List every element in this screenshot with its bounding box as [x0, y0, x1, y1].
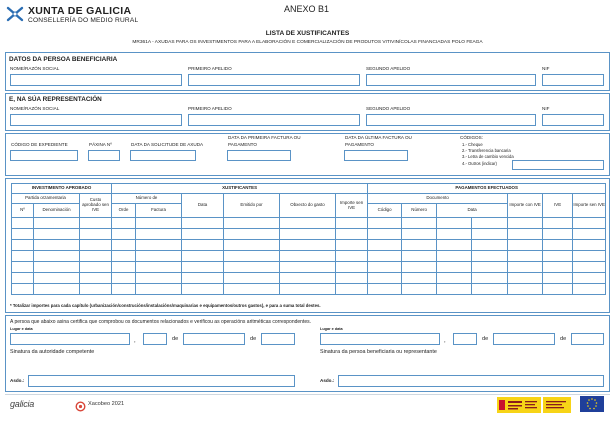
month-field-right[interactable] [493, 333, 555, 345]
ultima-factura-label-2: PAGAMENTO [345, 142, 374, 147]
col-header-obxecto: Obxecto do gasto [280, 194, 336, 218]
sub-header-partida: Partida orzamentaria [12, 194, 80, 204]
solicitude-label: DATA DA SOLICITUDE DE AXUDA [131, 142, 204, 147]
col-header-num: Nº [12, 204, 34, 218]
code-letra: 3.- Letra de cambio vencida [462, 154, 514, 159]
table-cell[interactable] [573, 229, 606, 240]
col-header-data-doc: Data [437, 204, 508, 218]
beneficiary-surname1-field[interactable] [188, 74, 360, 86]
beneficiary-nif-field[interactable] [542, 74, 604, 86]
table-row [12, 284, 606, 295]
col-header-importe-sen-ive: Importe sen IVE [336, 194, 368, 218]
table-cell[interactable] [543, 273, 573, 284]
comma-left: , [134, 338, 136, 344]
table-cell[interactable] [368, 262, 402, 273]
beneficiary-name-label: NOME/RAZÓN SOCIAL [10, 66, 60, 71]
table-cell[interactable] [280, 251, 336, 262]
table-cell[interactable] [136, 284, 182, 295]
year-field-right[interactable] [571, 333, 604, 345]
codes-title: CÓDIGOS: [460, 135, 483, 140]
table-cell[interactable] [508, 218, 543, 229]
table-cell[interactable] [224, 229, 280, 240]
xacobeo-logo-icon [75, 399, 86, 410]
table-cell[interactable] [80, 229, 112, 240]
place-field-right[interactable] [320, 333, 440, 345]
table-cell[interactable] [402, 229, 437, 240]
table-cell[interactable] [573, 284, 606, 295]
table-cell[interactable] [437, 262, 472, 273]
table-cell[interactable] [182, 262, 224, 273]
beneficiary-heading: DATOS DA PERSOA BENEFICIARIA [9, 56, 118, 63]
table-cell[interactable] [543, 229, 573, 240]
table-cell[interactable] [573, 240, 606, 251]
sign-beneficiary-label: Sinatura da persoa beneficiaria ou representante [320, 349, 437, 355]
col-header-factura: Factura [136, 204, 182, 218]
outros-field[interactable] [512, 160, 604, 170]
table-cell[interactable] [543, 218, 573, 229]
org-name: XUNTA DE GALICIA [28, 5, 132, 17]
representative-nif-field[interactable] [542, 114, 604, 126]
de-left-2: de [250, 336, 257, 342]
primeira-factura-label-2: PAGAMENTO [228, 142, 257, 147]
primeira-factura-field[interactable] [227, 150, 291, 161]
group-header-xustificantes: XUSTIFICANTES [112, 184, 368, 194]
table-cell[interactable] [12, 251, 34, 262]
comma-right: , [444, 338, 446, 344]
beneficiary-surname2-field[interactable] [366, 74, 536, 86]
place-field-left[interactable] [10, 333, 130, 345]
sign-authority-label: Sinatura da autoridade competente [10, 349, 95, 355]
col-header-importe-con-ive: Importe con IVE [508, 194, 543, 218]
col-header-emitido-por: Emitido por [224, 194, 280, 218]
table-cell[interactable] [437, 251, 472, 262]
asdo-label-right: Asdo.: [320, 378, 335, 383]
table-cell[interactable] [472, 240, 508, 251]
table-row [12, 229, 606, 240]
table-cell[interactable] [336, 262, 368, 273]
table-cell[interactable] [12, 262, 34, 273]
table-cell[interactable] [112, 240, 136, 251]
table-cell[interactable] [34, 284, 80, 295]
asdo-label-left: Asdo.: [10, 378, 25, 383]
code-cheque: 1.- Cheque [462, 142, 483, 147]
col-header-ive: IVE [543, 194, 573, 218]
table-cell[interactable] [112, 262, 136, 273]
beneficiary-nif-label: NIF [542, 66, 550, 71]
table-cell[interactable] [182, 240, 224, 251]
spain-government-logo-icon [497, 397, 541, 413]
table-cell[interactable] [437, 218, 472, 229]
table-cell[interactable] [280, 229, 336, 240]
de-right-1: de [482, 336, 489, 342]
de-right-2: de [560, 336, 567, 342]
table-cell[interactable] [336, 229, 368, 240]
table-cell[interactable] [402, 218, 437, 229]
table-cell[interactable] [80, 251, 112, 262]
table-cell[interactable] [336, 251, 368, 262]
table-cell[interactable] [80, 218, 112, 229]
table-cell[interactable] [280, 218, 336, 229]
table-cell[interactable] [472, 218, 508, 229]
table-cell[interactable] [508, 251, 543, 262]
table-cell[interactable] [136, 229, 182, 240]
sub-header-custo: Custo aprobado sen IVE [80, 194, 112, 218]
place-date-label-right: Lugar e data [320, 327, 343, 331]
table-cell[interactable] [402, 284, 437, 295]
day-field-right[interactable] [453, 333, 477, 345]
col-header-importe-sen-ive-pag: Importe sen IVE [573, 194, 606, 218]
table-cell[interactable] [402, 262, 437, 273]
table-cell[interactable] [508, 229, 543, 240]
col-header-codigo: Código [368, 204, 402, 218]
table-cell[interactable] [224, 262, 280, 273]
paxina-field[interactable] [88, 150, 120, 161]
representative-surname1-label: PRIMEIRO APELIDO [188, 106, 232, 111]
representative-surname2-label: SEGUNDO APELIDO [366, 106, 411, 111]
table-cell[interactable] [12, 273, 34, 284]
table-cell[interactable] [34, 240, 80, 251]
table-cell[interactable] [182, 251, 224, 262]
table-cell[interactable] [34, 262, 80, 273]
agriculture-ministry-logo-icon [543, 397, 571, 413]
table-cell[interactable] [437, 284, 472, 295]
table-cell[interactable] [472, 273, 508, 284]
table-cell[interactable] [543, 262, 573, 273]
table-cell[interactable] [368, 218, 402, 229]
table-cell[interactable] [224, 240, 280, 251]
annex-label: ANEXO B1 [284, 4, 330, 14]
group-header-investimento: INVESTIMENTO APROBADO [12, 184, 112, 194]
table-cell[interactable] [543, 240, 573, 251]
eu-flag-icon [580, 396, 604, 412]
table-cell[interactable] [336, 240, 368, 251]
table-cell[interactable] [437, 273, 472, 284]
table-cell[interactable] [12, 284, 34, 295]
table-cell[interactable] [12, 218, 34, 229]
beneficiary-name-field[interactable] [10, 74, 182, 86]
table-row [12, 262, 606, 273]
table-cell[interactable] [280, 240, 336, 251]
table-cell[interactable] [573, 273, 606, 284]
col-header-orde: Orde [112, 204, 136, 218]
table-cell[interactable] [182, 229, 224, 240]
table-cell[interactable] [34, 273, 80, 284]
table-cell[interactable] [80, 240, 112, 251]
table-row [12, 218, 606, 229]
representative-heading: E, NA SÚA REPRESENTACIÓN [9, 96, 102, 103]
table-cell[interactable] [80, 273, 112, 284]
table-cell[interactable] [136, 273, 182, 284]
footer-divider [5, 394, 610, 395]
table-cell[interactable] [136, 240, 182, 251]
ultima-factura-label-1: DATA DA ÚLTIMA FACTURA OU [345, 135, 412, 140]
month-field-left[interactable] [183, 333, 245, 345]
table-cell[interactable] [80, 284, 112, 295]
table-cell[interactable] [402, 240, 437, 251]
table-cell[interactable] [472, 284, 508, 295]
table-cell[interactable] [112, 284, 136, 295]
table-cell[interactable] [402, 273, 437, 284]
table-cell[interactable] [280, 273, 336, 284]
place-date-label-left: Lugar e data [10, 327, 33, 331]
table-cell[interactable] [573, 218, 606, 229]
table-cell[interactable] [224, 251, 280, 262]
table-cell[interactable] [136, 251, 182, 262]
table-cell[interactable] [368, 229, 402, 240]
document-subtitle: MR361A - AXUDAS PARA OS INVESTIMENTOS PARA A ELABORACIÓN E COMERCIALIZACIÓN DE PRODUTOS VITIVINÍCOLAS FINANCIADAS POLO FEAGA [132, 40, 483, 45]
table-cell[interactable] [368, 240, 402, 251]
galicia-logo: galicia [10, 399, 35, 409]
de-left-1: de [172, 336, 179, 342]
table-cell[interactable] [182, 284, 224, 295]
table-cell[interactable] [280, 262, 336, 273]
beneficiary-surname2-label: SEGUNDO APELIDO [366, 66, 411, 71]
table-cell[interactable] [336, 273, 368, 284]
table-cell[interactable] [136, 218, 182, 229]
table-cell[interactable] [12, 229, 34, 240]
col-header-data: Data [182, 194, 224, 218]
year-field-left[interactable] [261, 333, 295, 345]
sub-header-documento: Documento [368, 194, 508, 204]
table-cell[interactable] [112, 251, 136, 262]
table-cell[interactable] [508, 262, 543, 273]
certification-text: A persoa que abaixo asina certifica que comprobou os documentos relacionados e verificou as operacións aritméticas correspondentes. [10, 319, 312, 325]
table-cell[interactable] [112, 218, 136, 229]
code-transfer: 2.- Transferencia bancaria [462, 148, 511, 153]
representative-surname1-field[interactable] [188, 114, 360, 126]
table-cell[interactable] [12, 240, 34, 251]
xacobeo-logo-text: Xacobeo 2021 [88, 401, 125, 407]
document-title: LISTA DE XUSTIFICANTES [265, 30, 350, 37]
ultima-factura-field[interactable] [344, 150, 408, 161]
table-row [12, 240, 606, 251]
solicitude-field[interactable] [130, 150, 196, 161]
table-cell[interactable] [280, 284, 336, 295]
table-cell[interactable] [182, 273, 224, 284]
table-cell[interactable] [368, 284, 402, 295]
table-row [12, 251, 606, 262]
expediente-label: CÓDIGO DE EXPEDIENTE [11, 142, 68, 147]
primeira-factura-label-1: DATA DA PRIMEIRA FACTURA OU [228, 135, 301, 140]
expediente-field[interactable] [10, 150, 78, 161]
table-cell[interactable] [34, 218, 80, 229]
col-header-denominacion: Denominación [34, 204, 80, 218]
representative-surname2-field[interactable] [366, 114, 536, 126]
group-header-pagamentos: PAGAMENTOS EFECTUADOS [368, 184, 606, 194]
table-cell[interactable] [472, 251, 508, 262]
table-cell[interactable] [224, 218, 280, 229]
table-cell[interactable] [368, 273, 402, 284]
table-cell[interactable] [336, 218, 368, 229]
day-field-left[interactable] [143, 333, 167, 345]
representative-nif-label: NIF [542, 106, 550, 111]
table-row [12, 273, 606, 284]
table-cell[interactable] [543, 251, 573, 262]
table-cell[interactable] [508, 240, 543, 251]
beneficiary-surname1-label: PRIMEIRO APELIDO [188, 66, 232, 71]
asdo-field-left[interactable] [28, 375, 295, 387]
table-footnote: * Totalizar importes para cada capítulo (urbanización/construcións/instalacións/maquinarias e equipamentos/outros gastos), e para a suma total destes. [10, 303, 321, 308]
code-outros: 4.- Outros (indicar) [462, 161, 497, 166]
table-cell[interactable] [112, 229, 136, 240]
justifications-table [11, 183, 606, 295]
table-cell[interactable] [182, 218, 224, 229]
sub-header-numero-de: Número de [112, 194, 182, 204]
representative-name-field[interactable] [10, 114, 182, 126]
table-cell[interactable] [508, 284, 543, 295]
table-cell[interactable] [224, 273, 280, 284]
table-cell[interactable] [543, 284, 573, 295]
org-department: CONSELLERÍA DO MEDIO RURAL [28, 17, 139, 24]
col-header-numero: Número [402, 204, 437, 218]
table-cell[interactable] [573, 251, 606, 262]
table-cell[interactable] [402, 251, 437, 262]
table-cell[interactable] [508, 273, 543, 284]
table-cell[interactable] [34, 229, 80, 240]
table-cell[interactable] [472, 229, 508, 240]
asdo-field-right[interactable] [338, 375, 604, 387]
table-cell[interactable] [224, 284, 280, 295]
table-cell[interactable] [112, 273, 136, 284]
table-body [12, 218, 606, 295]
table-cell[interactable] [136, 262, 182, 273]
table-cell[interactable] [573, 262, 606, 273]
table-cell[interactable] [336, 284, 368, 295]
xunta-logo-icon [6, 5, 24, 23]
table-cell[interactable] [80, 262, 112, 273]
table-cell[interactable] [437, 240, 472, 251]
table-cell[interactable] [368, 251, 402, 262]
table-cell[interactable] [472, 262, 508, 273]
paxina-label: PÁXINA Nº [89, 142, 112, 147]
table-cell[interactable] [34, 251, 80, 262]
representative-name-label: NOME/RAZÓN SOCIAL [10, 106, 60, 111]
table-cell[interactable] [437, 229, 472, 240]
